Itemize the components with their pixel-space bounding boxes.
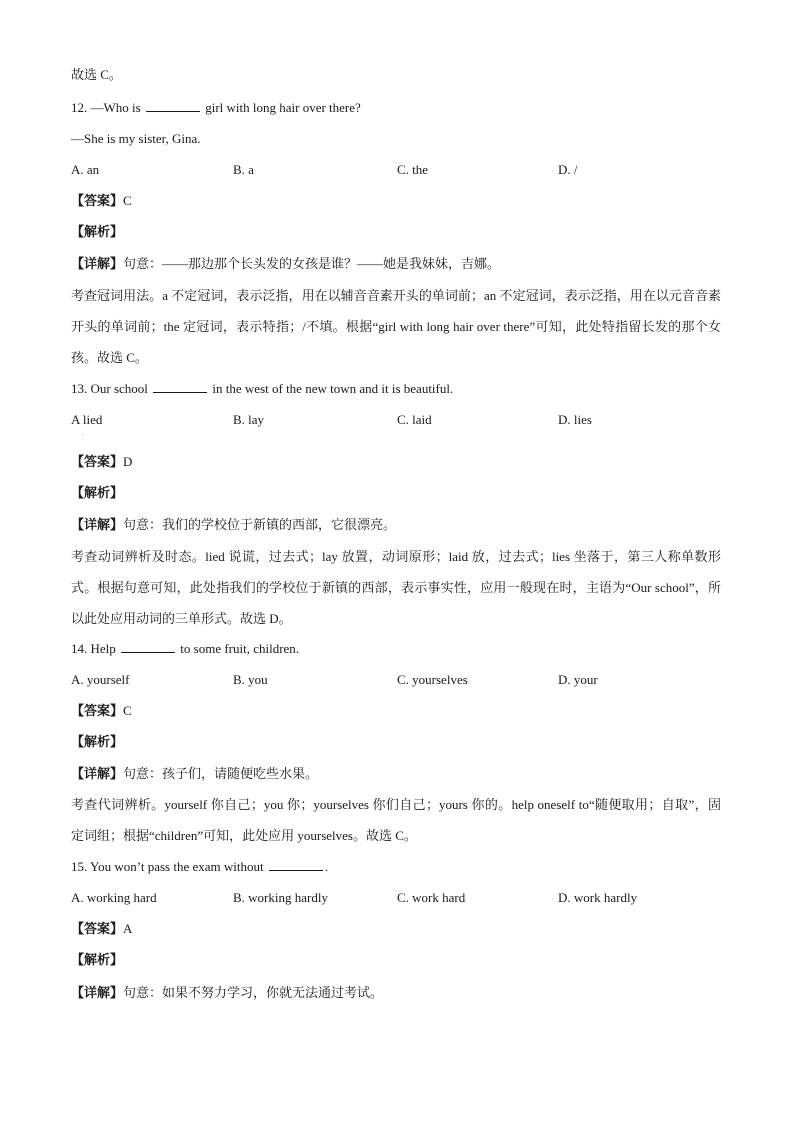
q13-option-a: A lied <box>71 412 103 427</box>
q12-stem <box>71 99 361 117</box>
q13-option-c: C. laid <box>397 412 432 427</box>
q12-detail-label: 【详解】 <box>71 256 124 271</box>
q12-option-c: C. the <box>397 162 429 177</box>
q12-blank <box>146 99 200 112</box>
q15-option-d: D. work hardly <box>558 890 638 905</box>
q15-detail <box>71 984 383 1002</box>
q15-stem-pre: 15. You won’t pass the exam without <box>71 859 264 874</box>
q13-detail-label: 【详解】 <box>71 517 124 532</box>
q12-stem-post: girl with long hair over there? <box>205 100 361 115</box>
q13-stem <box>71 380 453 398</box>
q12-reply: —She is my sister, Gina. <box>71 131 201 146</box>
q15-detail-text: 句意：如果不努力学习，你就无法通过考试。 <box>123 985 384 1000</box>
q15-options <box>71 889 731 907</box>
q13-explanation: 考查动词辨析及时态。lied 说谎，过去式；lay 放置，动词原形；laid 放，过去式；lies 坐落于，第三人称单数形式。根据句意可知，此处指我们的学校位于新镇的西部，表示事实性，应用一般现在时，主语为“Our school”，所以此处应用动词的三单形式。故选 D。 <box>71 549 721 626</box>
q12-explanation: 考查冠词用法。a 不定冠词，表示泛指，用在以辅音音素开头的单词前；an 不定冠词，表示泛指，用在以元音音素开头的单词前；the 定冠词，表示特指；/不填。根据“girl with long hair over there”可知，此处特指留长发的那个女孩。故选 C。 <box>71 288 721 365</box>
intro-line: 故选 C。 <box>71 67 122 82</box>
q14-option-d: D. your <box>558 672 598 687</box>
q15-blank <box>269 858 323 871</box>
q13-blank <box>153 380 207 393</box>
q15-answer-label: 【答案】 <box>71 921 124 936</box>
q13-answer-label: 【答案】 <box>71 454 124 469</box>
q12-stem-pre: 12. —Who is <box>71 100 141 115</box>
q14-option-c: C. yourselves <box>397 672 468 687</box>
q13-answer-value: D <box>123 454 133 469</box>
q12-detail-text: 句意：——那边那个长头发的女孩是谁？——她是我妹妹，吉娜。 <box>123 256 501 271</box>
q14-analysis-label: 【解析】 <box>71 734 124 749</box>
q14-option-b: B. you <box>233 672 268 687</box>
q14-stem <box>71 640 299 658</box>
q14-stem-pre: 14. Help <box>71 641 116 656</box>
q12-option-a: A. an <box>71 162 100 177</box>
q14-blank <box>121 640 175 653</box>
q13-option-b: B. lay <box>233 412 265 427</box>
q13-option-d: D. lies <box>558 412 592 427</box>
q12-answer <box>71 192 132 210</box>
q14-detail-text: 句意：孩子们，请随便吃些水果。 <box>123 766 319 781</box>
q12-detail <box>71 255 500 273</box>
q12-answer-value: C <box>123 193 132 208</box>
q15-stem-post: . <box>324 859 329 874</box>
q13-stem-post: in the west of the new town and it is beautiful. <box>212 381 454 396</box>
q14-option-a: A. yourself <box>71 672 130 687</box>
q14-answer-value: C <box>123 703 132 718</box>
q13-detail <box>71 516 396 534</box>
q13-answer <box>71 453 132 471</box>
q15-option-b: B. working hardly <box>233 890 328 905</box>
q13-options <box>71 411 731 429</box>
q12-option-b: B. a <box>233 162 254 177</box>
q15-answer <box>71 920 132 938</box>
q14-options <box>71 671 731 689</box>
q13-stem-pre: 13. Our school <box>71 381 148 396</box>
q12-option-d: D. / <box>558 162 578 177</box>
stray-dot: · <box>82 432 84 438</box>
q14-explanation: 考查代词辨析。yourself 你自己；you 你；yourselves 你们自己；yours 你的。help oneself to“随便取用；自取”，固定词组；根据“children”可知，此处应用 yourselves。故选 C。 <box>71 797 721 843</box>
q13-detail-text: 句意：我们的学校位于新镇的西部，它很漂亮。 <box>123 517 397 532</box>
q14-answer <box>71 702 132 720</box>
q15-analysis-label: 【解析】 <box>71 952 124 967</box>
q13-analysis-label: 【解析】 <box>71 485 124 500</box>
q15-answer-value: A <box>123 921 133 936</box>
q14-stem-post: to some fruit, children. <box>180 641 300 656</box>
q14-answer-label: 【答案】 <box>71 703 124 718</box>
q15-detail-label: 【详解】 <box>71 985 124 1000</box>
q14-detail <box>71 765 318 783</box>
q12-options <box>71 161 731 179</box>
q15-stem <box>71 858 328 876</box>
q12-answer-label: 【答案】 <box>71 193 124 208</box>
q14-detail-label: 【详解】 <box>71 766 124 781</box>
q12-analysis-label: 【解析】 <box>71 224 124 239</box>
q15-option-a: A. working hard <box>71 890 157 905</box>
q15-option-c: C. work hard <box>397 890 466 905</box>
